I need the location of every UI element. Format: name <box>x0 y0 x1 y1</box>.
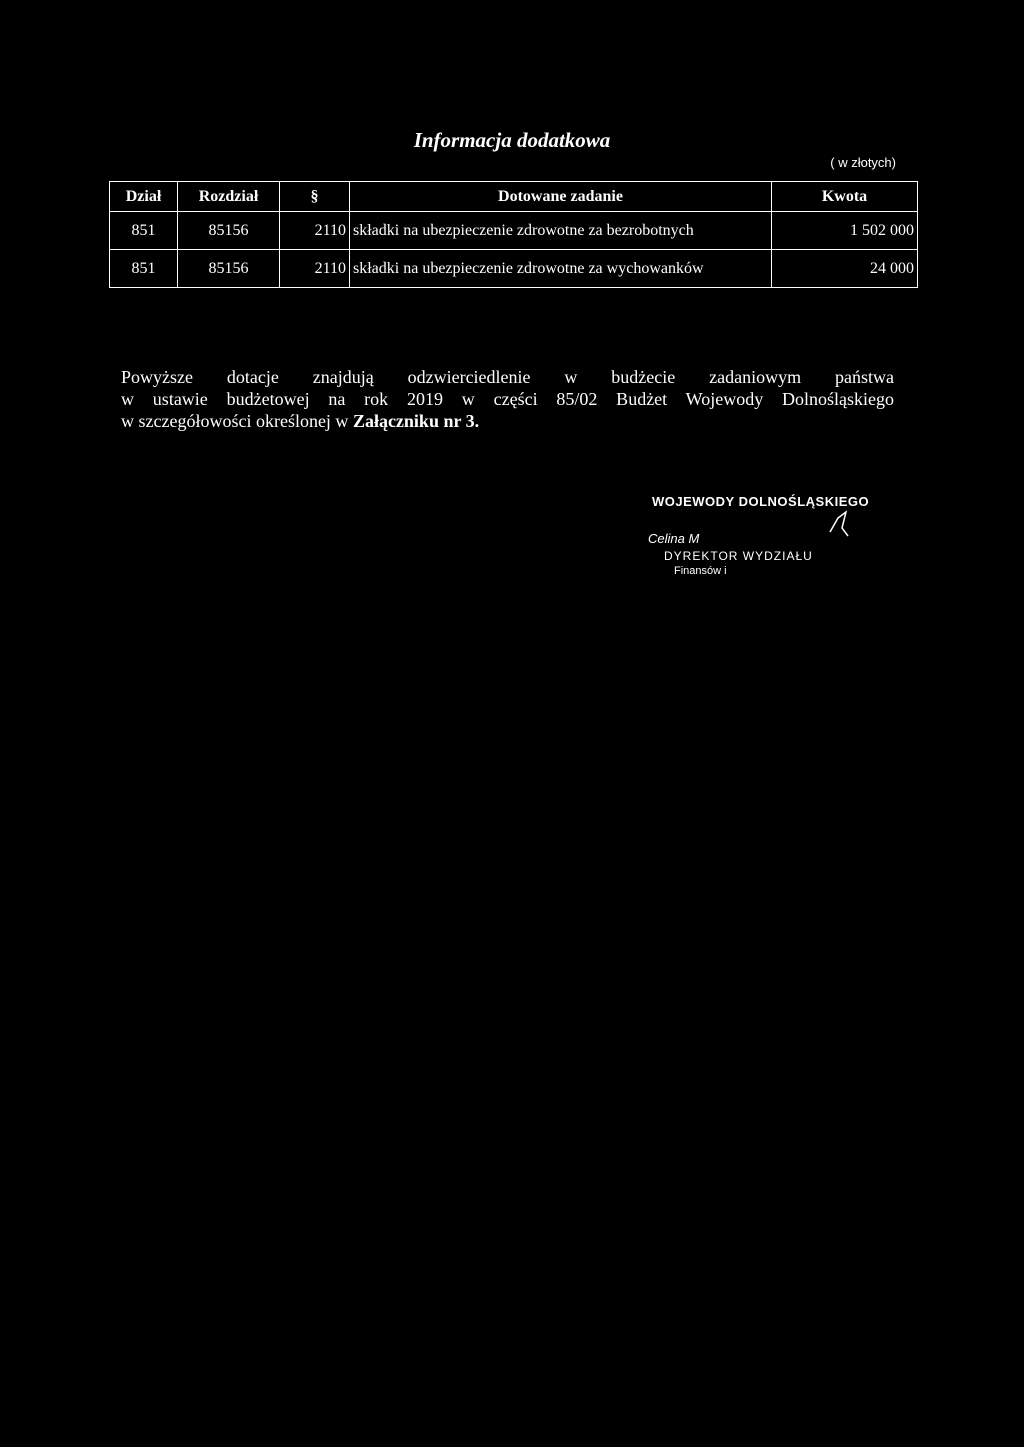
cell-rozdzial: 85156 <box>178 212 280 250</box>
unit-note: ( w złotych) <box>830 155 896 170</box>
cell-rozdzial: 85156 <box>178 250 280 288</box>
header-paragraph: § <box>280 182 350 212</box>
attachment-reference: Załączniku nr 3 <box>352 411 475 431</box>
stamp-voivode-line: WOJEWODY DOLNOŚLĄSKIEGO <box>652 494 870 509</box>
explanatory-paragraph <box>121 366 894 432</box>
stamp-director-line: DYREKTOR WYDZIAŁU <box>664 549 813 563</box>
table-row <box>110 250 918 288</box>
subsidy-table <box>109 181 918 288</box>
paragraph-line-1: Powyższe dotacje znajdują odzwierciedlenie w budżecie zadaniowym państwa <box>121 367 894 387</box>
paragraph-line-3 <box>121 410 894 432</box>
cell-paragraph: 2110 <box>280 212 350 250</box>
paragraph-period: . <box>474 411 480 431</box>
document-title: Informacja dodatkowa <box>413 128 611 152</box>
stamp-department-line: Finansów i <box>674 565 727 577</box>
cell-task: składki na ubezpieczenie zdrowotne za bezrobotnych <box>350 212 772 250</box>
table-row <box>110 212 918 250</box>
official-stamp <box>648 494 912 577</box>
header-task: Dotowane zadanie <box>350 182 772 212</box>
header-rozdzial: Rozdział <box>178 182 280 212</box>
cell-task: składki na ubezpieczenie zdrowotne za wychowanków <box>350 250 772 288</box>
cell-amount: 24 000 <box>772 250 918 288</box>
paragraph-line-3-text: w szczegółowości określonej w <box>121 411 353 431</box>
header-dzial: Dział <box>110 182 178 212</box>
cell-dzial: 851 <box>110 250 178 288</box>
header-amount: Kwota <box>772 182 918 212</box>
signature-stroke-icon <box>828 508 852 538</box>
stamp-signature: Celina M <box>648 531 700 546</box>
paragraph-line-2: w ustawie budżetowej na rok 2019 w części 85/02 Budżet Wojewody Dolnośląskiego <box>121 389 894 409</box>
cell-paragraph: 2110 <box>280 250 350 288</box>
cell-dzial: 851 <box>110 212 178 250</box>
table-header-row <box>110 182 918 212</box>
cell-amount: 1 502 000 <box>772 212 918 250</box>
